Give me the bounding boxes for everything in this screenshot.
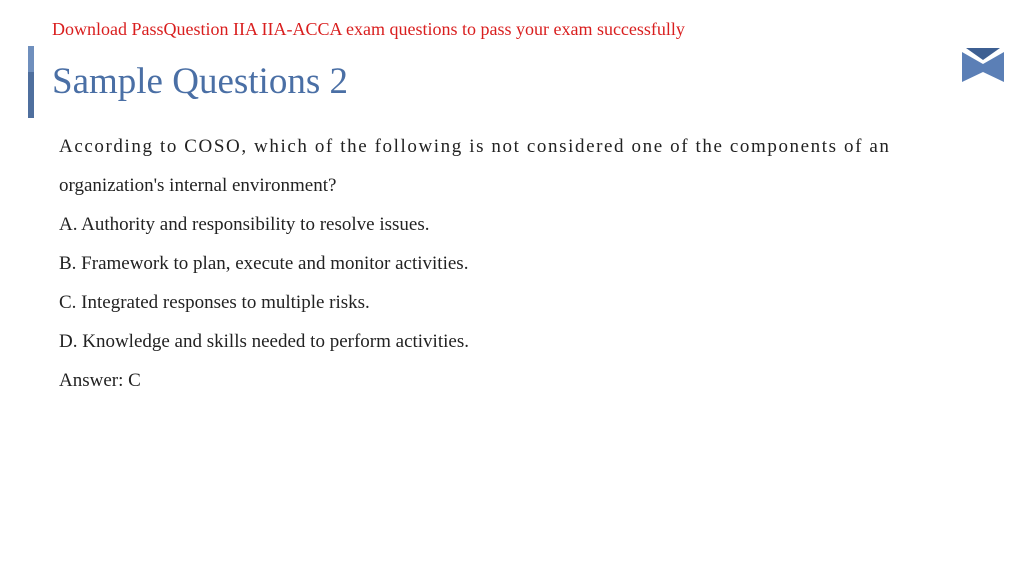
bookmark-chevron-icon xyxy=(962,48,1004,82)
question-text xyxy=(59,127,995,205)
option-b: B. Framework to plan, execute and monitor activities. xyxy=(59,253,469,274)
title-accent-bar-highlight xyxy=(28,46,34,72)
option-d: D. Knowledge and skills needed to perform activities. xyxy=(59,331,469,352)
question-line-2: organization's internal environment? xyxy=(59,175,337,196)
option-a: A. Authority and responsibility to resolve issues. xyxy=(59,214,430,235)
question-block xyxy=(59,127,995,400)
answer-text: Answer: C xyxy=(59,370,141,391)
slide-title: Sample Questions 2 xyxy=(52,61,348,102)
download-banner: Download PassQuestion IIA IIA-ACCA exam questions to pass your exam successfully xyxy=(52,19,685,39)
option-c: C. Integrated responses to multiple risks. xyxy=(59,292,370,313)
question-line-1: According to COSO, which of the following is not considered one of the components of an xyxy=(59,136,891,157)
